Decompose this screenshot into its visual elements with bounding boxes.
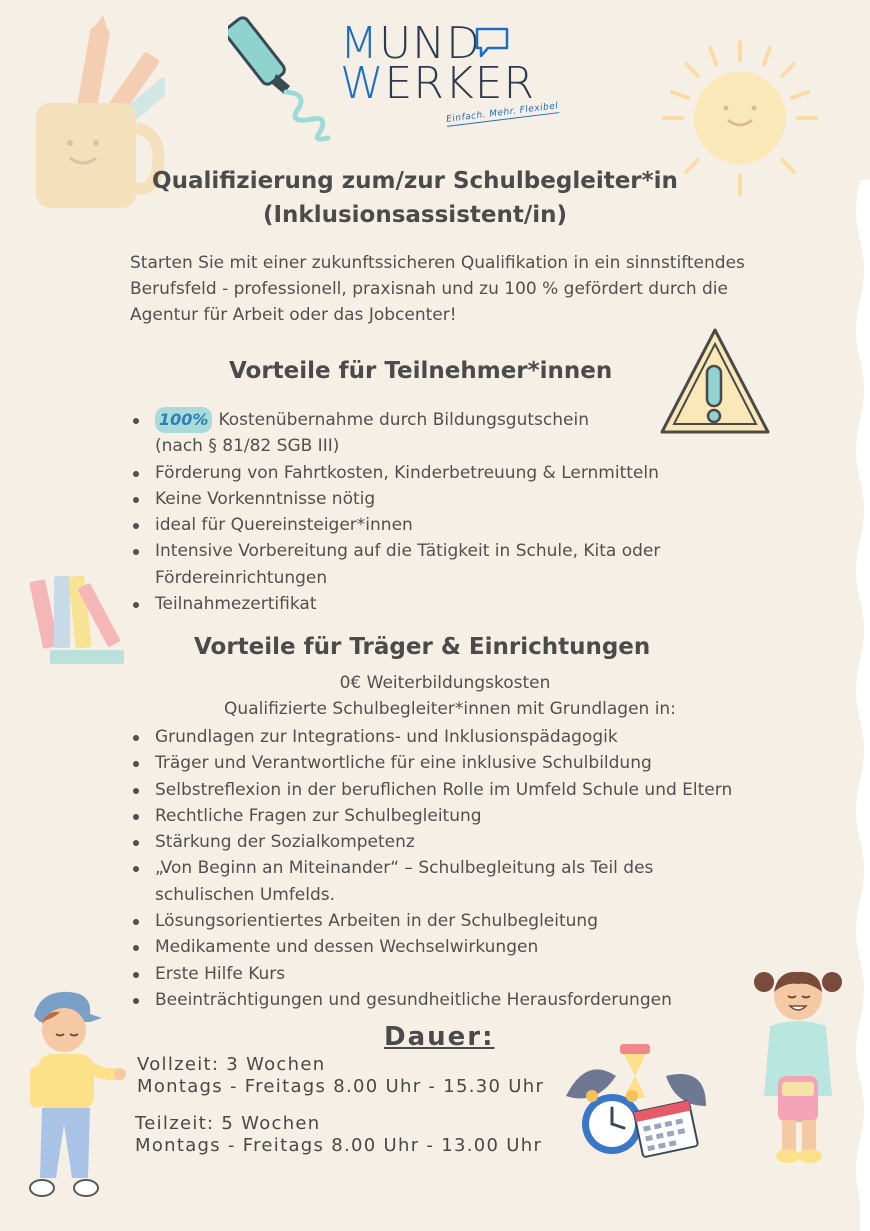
providers-cost: 0€ Weiterbildungskosten bbox=[339, 673, 551, 693]
logo-line-1: MUND bbox=[340, 18, 481, 69]
providers-list bbox=[130, 724, 810, 1013]
logo-word-1: UND bbox=[378, 18, 481, 69]
logo-line-2: WERKER bbox=[340, 58, 536, 109]
title-line-1: Qualifizierung zum/zur Schulbegleiter*in bbox=[152, 168, 678, 194]
fulltime-line-1: Vollzeit: 3 Wochen bbox=[137, 1054, 326, 1075]
mundwerker-logo bbox=[340, 18, 560, 134]
highlighter-icon bbox=[228, 14, 338, 144]
list-item bbox=[130, 407, 710, 460]
logo-tagline: Einfach. Mehr. Flexibel bbox=[445, 101, 559, 125]
list-item: Träger und Verantwortliche für eine inklusive Schulbildung bbox=[130, 750, 810, 776]
percent-badge: 100% bbox=[155, 407, 212, 433]
boy-illustration bbox=[20, 988, 130, 1206]
title-line-2: (Inklusionsassistent/in) bbox=[262, 202, 568, 228]
providers-subheading: Qualifizierte Schulbegleiter*innen mit Grundlagen in: bbox=[224, 699, 676, 719]
participants-list bbox=[130, 407, 710, 617]
list-item: „Von Beginn an Miteinander“ – Schulbegleitung als Teil des schulischen Umfelds. bbox=[130, 855, 720, 908]
providers-heading: Vorteile für Träger & Einrichtungen bbox=[194, 634, 651, 660]
list-item: Keine Vorkenntnisse nötig bbox=[130, 486, 710, 512]
wavy-edge-decoration bbox=[852, 180, 870, 1231]
parttime-schedule bbox=[135, 1113, 542, 1157]
participants-heading: Vorteile für Teilnehmer*innen bbox=[229, 358, 613, 384]
speech-bubble-icon bbox=[474, 26, 510, 60]
list-item: Erste Hilfe Kurs bbox=[130, 961, 810, 987]
girl-illustration bbox=[752, 966, 844, 1170]
logo-word-2: ERKER bbox=[384, 58, 536, 109]
list-item: Teilnahmezertifikat bbox=[130, 591, 710, 617]
intro-paragraph: Starten Sie mit einer zukunftssicheren Qualifikation in ein sinnstiftendes Berufsfeld - professionell, praxisnah und zu 100 % gefördert durch die Agentur für Arbeit oder das Jobcenter! bbox=[130, 253, 745, 325]
list-item: Medikamente und dessen Wechselwirkungen bbox=[130, 934, 810, 960]
list-item: Förderung von Fahrtkosten, Kinderbetreuung & Lernmitteln bbox=[130, 460, 710, 486]
fulltime-line-2: Montags - Freitags 8.00 Uhr - 15.30 Uhr bbox=[137, 1076, 545, 1097]
first-item-text: Kostenübernahme durch Bildungsgutschein bbox=[218, 410, 589, 430]
list-item: Stärkung der Sozialkompetenz bbox=[130, 829, 810, 855]
parttime-line-1: Teilzeit: 5 Wochen bbox=[135, 1113, 321, 1134]
list-item: Lösungsorientiertes Arbeiten in der Schulbegleitung bbox=[130, 908, 810, 934]
list-item: Beeinträchtigungen und gesundheitliche Herausforderungen bbox=[130, 987, 810, 1013]
fulltime-schedule bbox=[137, 1054, 544, 1098]
books-icon bbox=[30, 572, 145, 672]
clock-calendar-icon bbox=[556, 1036, 714, 1164]
first-item-cont: (nach § 81/82 SGB III) bbox=[155, 436, 340, 457]
list-item: Rechtliche Fragen zur Schulbegleitung bbox=[130, 803, 810, 829]
list-item: Intensive Vorbereitung auf die Tätigkeit in Schule, Kita oder Fördereinrichtungen bbox=[130, 538, 710, 591]
list-item: Grundlagen zur Integrations- und Inklusionspädagogik bbox=[130, 724, 810, 750]
page-title bbox=[60, 164, 770, 232]
duration-heading: Dauer: bbox=[384, 1022, 495, 1052]
list-item: ideal für Quereinsteiger*innen bbox=[130, 512, 710, 538]
parttime-line-2: Montags - Freitags 8.00 Uhr - 13.00 Uhr bbox=[135, 1135, 543, 1156]
list-item: Selbstreflexion in der beruflichen Rolle im Umfeld Schule und Eltern bbox=[130, 777, 810, 803]
